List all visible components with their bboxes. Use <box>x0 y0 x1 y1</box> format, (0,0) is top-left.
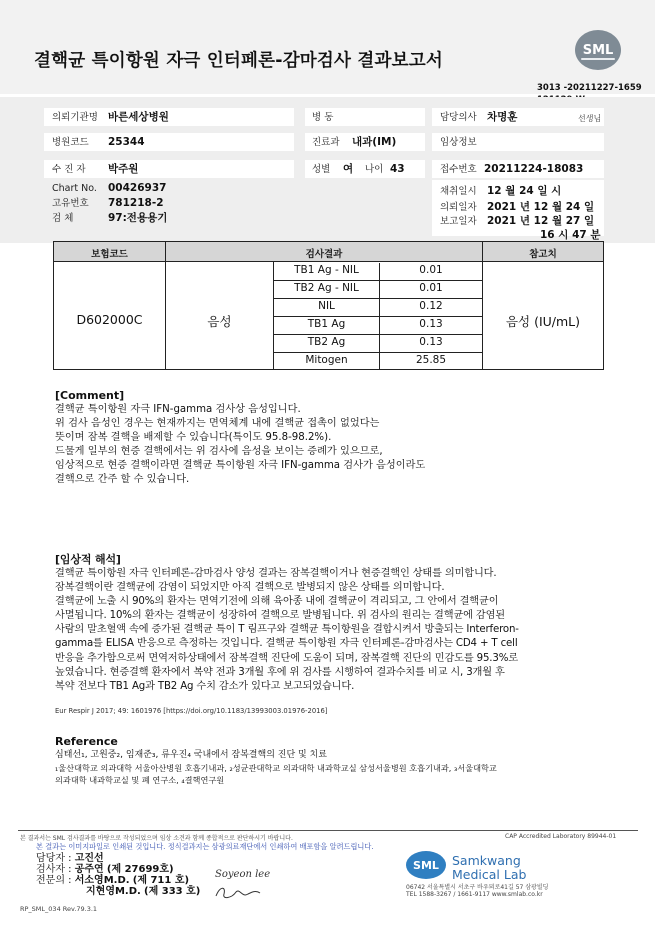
report-time-value: 16 시 47 분 <box>540 229 601 241</box>
institution-label: 의뢰기관명 <box>52 112 98 123</box>
comment-line: 결핵으로 간주 할 수 있습니다. <box>55 474 190 486</box>
request-label: 의뢰일자 <box>440 202 477 213</box>
signer-license: (제 711 호) <box>132 875 190 886</box>
table-row-value: 0.13 <box>419 336 443 348</box>
age-value: 43 <box>390 163 405 175</box>
lab-name <box>452 854 526 882</box>
specimen-value: 97:전용용기 <box>108 212 168 224</box>
interpretation-section <box>55 553 519 694</box>
request-value: 2021 년 12 월 24 일 <box>487 201 595 213</box>
header-reference: 참고치 <box>529 249 557 260</box>
table-row-value: 0.01 <box>419 282 443 294</box>
hospital-code-value: 25344 <box>108 136 145 148</box>
header-result: 검사결과 <box>305 249 343 260</box>
sex-value: 여 <box>343 163 354 175</box>
reference-heading: Reference <box>55 735 118 748</box>
table-row-value: 0.01 <box>419 264 443 276</box>
interpretation-heading: [임상적 해석] <box>55 553 121 566</box>
row-divider <box>274 280 482 281</box>
table-row-value: 0.12 <box>419 300 443 312</box>
lab-name-line-1: Samkwang <box>452 853 521 868</box>
reference-section <box>55 735 497 787</box>
table-row-value: 0.13 <box>419 318 443 330</box>
signer-name: 서소영M.D. <box>74 875 130 886</box>
footer-fine-print: 본 결과서는 SML 검사결과를 바탕으로 작성되었으며 임상 소견과 함께 종합적으로 판단하시기 바랍니다. <box>20 835 293 842</box>
signer-license: (제 333 호) <box>144 886 201 897</box>
signer-role: 검사자 : <box>36 864 72 875</box>
lab-address: 06742 서울특별시 서초구 바우뫼로41길 57 삼광빌딩 <box>406 884 549 891</box>
signer-role: 전문의 : <box>36 875 72 886</box>
signer-row <box>36 853 104 864</box>
interpretation-line: 사람의 말초혈액 속에 증가된 결핵균 특이 T 림프구와 결핵균 특이항원을 결합시켜서 방출되는 Interferon- <box>55 624 519 636</box>
report-title: 결핵균 특이항원 자극 인터페론-감마검사 결과보고서 <box>34 51 443 71</box>
examinee-label: 수 진 자 <box>52 164 86 175</box>
lab-logo: SML <box>406 851 446 879</box>
reference-line: ₁울산대학교 의과대학 서울아산병원 호흡기내과, ₂성균관대학교 의과대학 내과학교실 삼성서울병원 호흡기내과, ₃서울대학교 <box>55 762 497 773</box>
table-row-name: TB1 Ag - NIL <box>294 264 359 276</box>
table-row-name: Mitogen <box>305 354 348 366</box>
signer-role: 담당자 : <box>36 853 72 864</box>
examinee-value: 박주원 <box>108 163 139 175</box>
report-value: 2021 년 12 월 27 일 <box>487 215 595 227</box>
doc-code-line-1: 3013 -20211227-1659 <box>537 83 642 93</box>
interpretation-line: gamma를 ELISA 반응으로 측정하는 것입니다. 결핵균 특이항원 자극 인터페론-감마검사는 CD4 + T cell <box>55 638 518 650</box>
lab-phone: TEL 1588-3267 / 1661-9117 www.smlab.co.kr <box>406 891 543 898</box>
table-divider <box>165 242 166 369</box>
doctor-label: 담당의사 <box>440 112 477 123</box>
signer-name: 공주연 <box>74 864 104 875</box>
table-row-name: TB2 Ag <box>307 336 346 348</box>
signer-row <box>36 875 189 886</box>
footer-divider <box>18 830 638 831</box>
row-divider <box>274 352 482 353</box>
comment-line: 위 검사 음성인 경우는 현재까지는 면역체계 내에 결핵균 접촉이 없었다는 <box>55 418 380 430</box>
comment-section <box>55 389 425 488</box>
table-row-name: TB2 Ag - NIL <box>294 282 359 294</box>
comment-heading: [Comment] <box>55 389 125 402</box>
interpretation-line: 복약 전보다 TB1 Ag과 TB2 Ag 수치 감소가 있다고 보고되었습니다. <box>55 680 355 692</box>
row-divider <box>274 316 482 317</box>
dept-value: 내과(IM) <box>352 136 397 148</box>
collect-value: 12 월 24 일 시 <box>487 185 562 197</box>
interpretation-line: 결핵균 특이항원 자극 인터페론-감마검사 양성 결과는 잠복결핵이거나 현증결핵인 상태를 의미합니다. <box>55 568 497 579</box>
form-code: RP_SML_034 Rev.79.3.1 <box>20 905 98 913</box>
result-table <box>53 241 604 370</box>
result-cell: 음성 <box>207 314 232 329</box>
sml-logo: SML <box>575 30 621 70</box>
doctor-value: 차명훈 <box>487 111 518 123</box>
header-insurance-code: 보험코드 <box>91 249 128 260</box>
interpretation-line: 높였습니다. 현증결핵 환자에서 복약 전과 3개월 후에 위 검사를 시행하여 결과수치를 비교 시, 3개월 후 <box>55 666 505 678</box>
chart-label: Chart No. <box>52 183 97 194</box>
signature-image <box>212 884 262 902</box>
interpretation-line: 반응을 추가함으로써 면역저하상태에서 잠복결핵 진단에 도움이 되며, 잠복결핵 진단의 민감도를 95.3%로 <box>55 652 518 664</box>
signature-image: Soyeon lee <box>215 869 271 880</box>
table-divider <box>482 242 483 369</box>
reference-cell: 음성 (IU/mL) <box>505 314 581 329</box>
comment-line: 드물게 일부의 현증 결핵에서는 위 검사에 음성을 보이는 증례가 있으므로, <box>55 446 383 458</box>
interpretation-line: 결핵균에 노출 시 90%의 환자는 면역기전에 의해 육아종 내에 결핵균이 격리되고, 그 안에서 결핵균이 <box>55 596 499 608</box>
hospital-code-label: 병원코드 <box>52 137 89 148</box>
signer-row <box>36 864 174 875</box>
specimen-label: 검 체 <box>52 213 74 224</box>
interpretation-line: 잠복결핵이란 결핵균에 감염이 되었지만 아직 결핵으로 발병되지 않은 상태를 의미합니다. <box>55 582 445 594</box>
comment-line: 임상적으로 현증 결핵이라면 결핵균 특이항원 자극 IFN-gamma 검사가 음성이라도 <box>55 460 426 472</box>
accreditation-text: CAP Accredited Laboratory 89944-01 <box>505 833 617 840</box>
interpretation-line: 사멸됩니다. 10%의 환자는 결핵균이 성장하여 결핵으로 발병됩니다. 위 검사의 원리는 결핵균에 감염된 <box>55 610 505 622</box>
receipt-value: 20211224-18083 <box>484 163 584 175</box>
dept-label: 진료과 <box>312 137 340 148</box>
table-row-name: NIL <box>318 300 335 312</box>
table-row-name: TB1 Ag <box>307 318 346 330</box>
citation: Eur Respir J 2017; 49: 1601976 [https://doi.org/10.1183/13993003.01976-2016] <box>55 707 328 715</box>
signer-row <box>86 886 200 897</box>
signer-name: 고진선 <box>74 853 104 864</box>
doctor-title: 선생님 <box>578 114 602 123</box>
sex-label: 성별 <box>312 164 331 175</box>
unique-value: 781218-2 <box>108 197 164 209</box>
lab-name-line-2: Medical Lab <box>452 867 527 882</box>
reference-line: 심태선₁, 고원중₂, 임재준₃, 류우진₄ 국내에서 잠복결핵의 진단 및 치료 <box>55 750 327 760</box>
unique-label: 고유번호 <box>52 198 89 209</box>
receipt-label: 접수번호 <box>440 164 477 175</box>
print-notice: 본 결과는 이미지파일로 인쇄된 것입니다. 정식결과지는 삼광의료재단에서 인쇄하여 배포함을 알려드립니다. <box>36 842 374 851</box>
report-label: 보고일자 <box>440 216 477 227</box>
reference-line: 의과대학 내과학교실 및 폐 연구소, ₄결핵연구원 <box>55 775 225 785</box>
age-label: 나이 <box>365 164 384 175</box>
institution-value: 바른세상병원 <box>108 111 169 123</box>
signer-license: (제 27699호) <box>106 864 174 875</box>
table-row-value: 25.85 <box>415 354 447 366</box>
row-divider <box>274 298 482 299</box>
insurance-code-cell: D602000C <box>76 312 143 327</box>
row-divider <box>274 334 482 335</box>
comment-line: 결핵균 특이항원 자극 IFN-gamma 검사상 음성입니다. <box>55 404 301 415</box>
signer-name: 지현영M.D. <box>86 886 141 897</box>
ward-label: 병 동 <box>312 112 334 123</box>
collect-label: 채취일시 <box>440 186 477 197</box>
comment-line: 뜻이며 잠복 결핵을 배제할 수 있습니다(특이도 95.8-98.2%). <box>55 432 332 444</box>
clinical-label: 임상정보 <box>440 137 477 148</box>
chart-value: 00426937 <box>108 182 167 194</box>
